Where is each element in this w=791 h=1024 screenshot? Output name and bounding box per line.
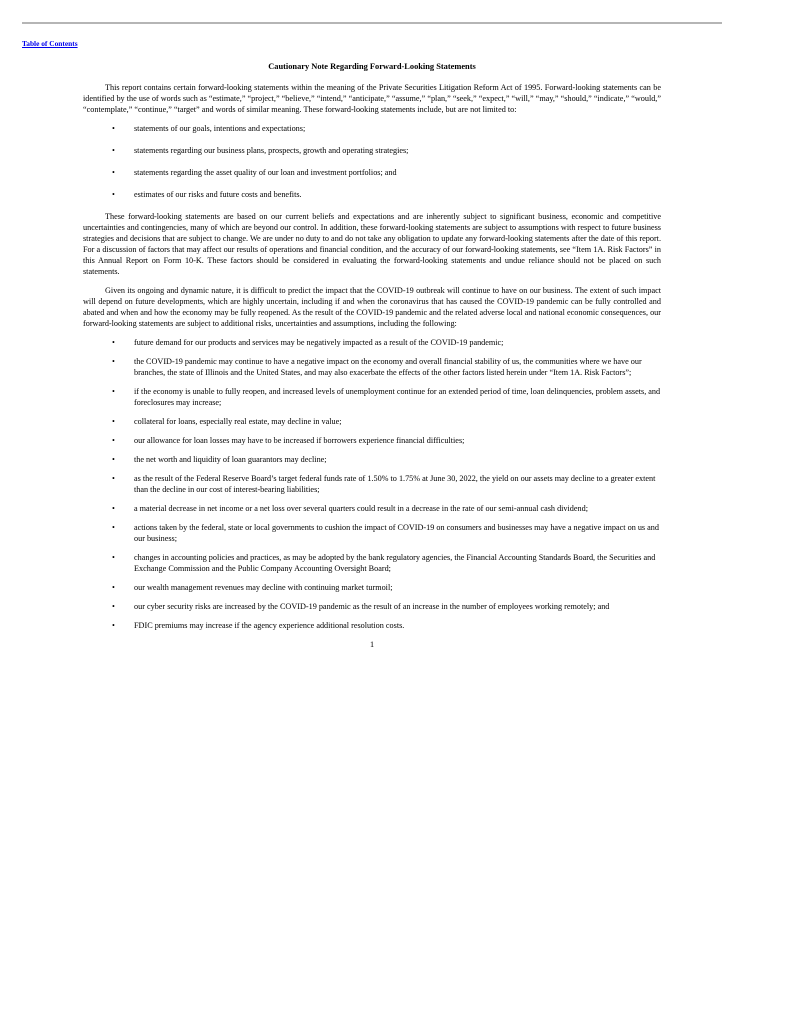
beliefs-paragraph: These forward-looking statements are based on our current beliefs and expectations and are inherently subject to significant business, economic and competitive uncertainties and contingencies, many of which are beyond our control. In addition, these forward-looking statements are subject to assumptions with respect to future business strategies and decisions that are subject to change. We are under no duty to and do not take any obligation to update any forward-looking statements after the date of this report. For a discussion of factors that may affect our results of operations and financial condition, and the accuracy of our forward-looking statements, see “Item 1A. Risk Factors” in this Annual Report on Form 10-K. These factors should be considered in evaluating the forward-looking statements and undue reliance should not be placed on such statements. (83, 212, 661, 276)
list-item: • as the result of the Federal Reserve Board’s target federal funds rate of 1.50% to 1.75% at June 30, 2022, the yield on our assets may decline to a greater extent than the decline in our cost of interest-bearing liabilities; (83, 473, 661, 495)
document-page (83, 61, 661, 650)
intro-paragraph: This report contains certain forward-looking statements within the meaning of the Private Securities Litigation Reform Act of 1995. Forward-looking statements can be identified by the use of words such as “estimate,” “project,” “believe,” “intend,” “anticipate,” “assume,” “plan,” “seek,” “expect,” “will,” “may,” “should,” “indicate,” “would,” “contemplate,” “continue,” “target” and words of similar meaning. These forward-looking statements include, but are not limited to: (83, 83, 661, 114)
top-rule (22, 22, 722, 24)
list-item: • estimates of our risks and future costs and benefits. (83, 189, 661, 200)
list-item: • changes in accounting policies and practices, as may be adopted by the bank regulatory agencies, the Financial Accounting Standards Board, the Securities and Exchange Commission and the Public Company Accounting Oversight Board; (83, 552, 661, 574)
list-item: • our cyber security risks are increased by the COVID-19 pandemic as the result of an increase in the number of employees working remotely; and (83, 601, 661, 612)
list-item: • future demand for our products and services may be negatively impacted as a result of the COVID-19 pandemic; (83, 337, 661, 348)
page-title: Cautionary Note Regarding Forward-Looking Statements (268, 62, 476, 71)
list-item: • the COVID-19 pandemic may continue to have a negative impact on the economy and overall financial stability of us, the communities where we have our branches, the state of Illinois and the United States, and may also exacerbate the effects of the other factors listed herein under “Item 1A. Risk Factors”; (83, 356, 661, 378)
list-item: • the net worth and liquidity of loan guarantors may decline; (83, 454, 661, 465)
list-item: • FDIC premiums may increase if the agency experience additional resolution costs. (83, 620, 661, 631)
list-item: • collateral for loans, especially real estate, may decline in value; (83, 416, 661, 427)
covid-paragraph: Given its ongoing and dynamic nature, it is difficult to predict the impact that the COVID-19 outbreak will continue to have on our business. The extent of such impact will depend on future developments, which are highly uncertain, including if and when the coronavirus that has caused the COVID-19 pandemic can be fully controlled and abated and when and how the economy may be fully reopened. As the result of the COVID-19 pandemic and the related adverse local and national economic consequences, our forward-looking statements are subject to additional risks, uncertainties and assumptions, including the following: (83, 286, 661, 328)
list-item: • statements of our goals, intentions and expectations; (83, 123, 661, 134)
page-number: 1 (369, 640, 375, 649)
list-item: • statements regarding our business plans, prospects, growth and operating strategies; (83, 145, 661, 156)
covid-risk-list (83, 337, 661, 631)
list-item: • actions taken by the federal, state or local governments to cushion the impact of COVID-19 on consumers and businesses may have a negative impact on us and our business; (83, 522, 661, 544)
list-item: • our allowance for loan losses may have to be increased if borrowers experience financial difficulties; (83, 435, 661, 446)
list-item: • our wealth management revenues may decline with continuing market turmoil; (83, 582, 661, 593)
list-item: • if the economy is unable to fully reopen, and increased levels of unemployment continue for an extended period of time, loan delinquencies, problem assets, and foreclosures may increase; (83, 386, 661, 408)
forward-looking-list (83, 123, 661, 200)
table-of-contents-link[interactable]: Table of Contents (22, 39, 78, 48)
list-item: • statements regarding the asset quality of our loan and investment portfolios; and (83, 167, 661, 178)
list-item: • a material decrease in net income or a net loss over several quarters could result in a decrease in the rate of our semi-annual cash dividend; (83, 503, 661, 514)
